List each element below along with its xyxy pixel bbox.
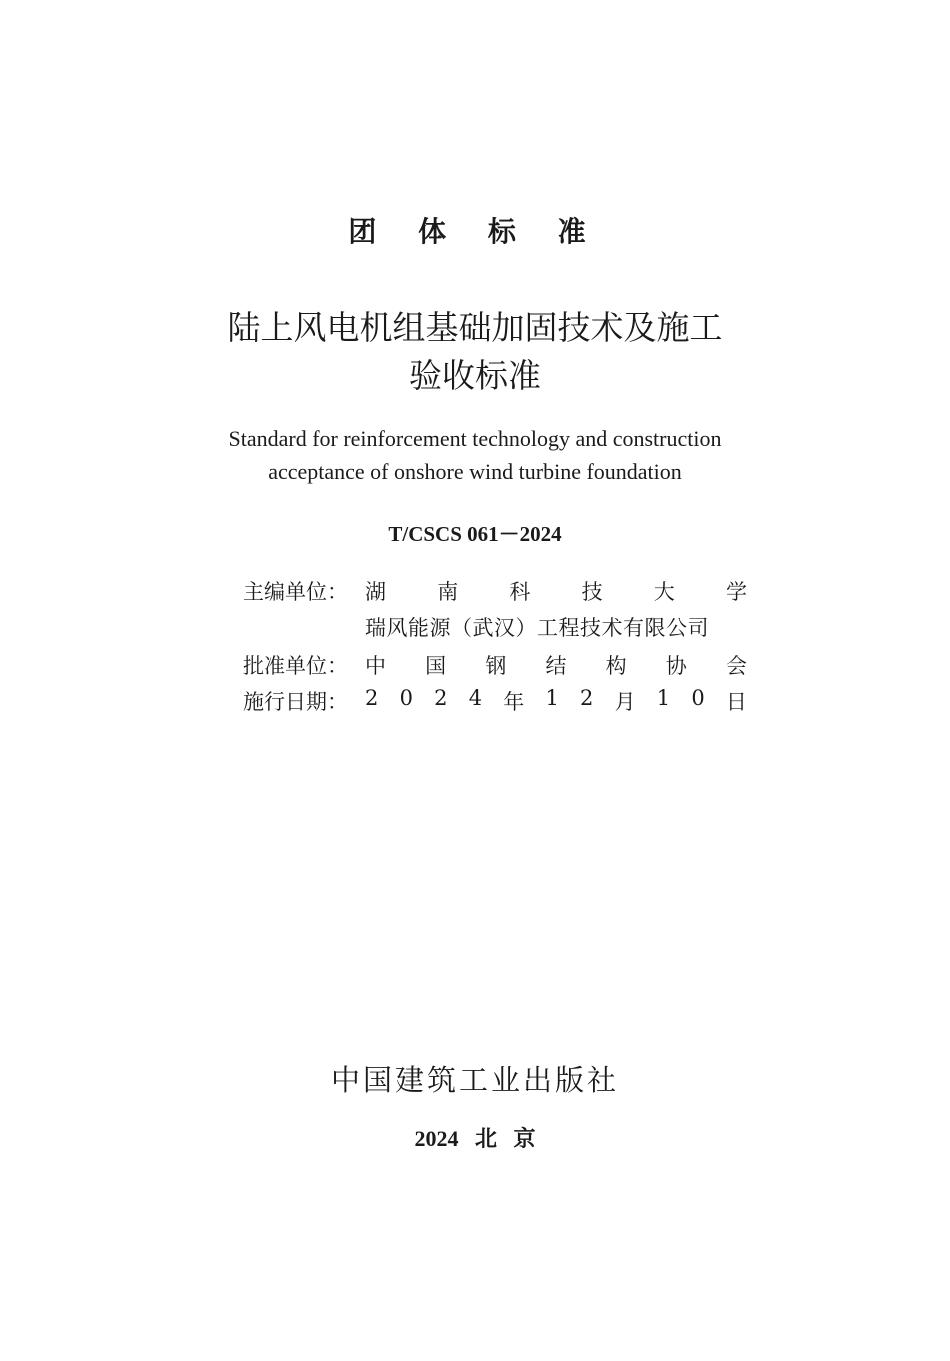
publisher: 中国建筑工业出版社 [330, 1063, 619, 1097]
date-char: 月 [614, 690, 636, 714]
title-line-1: 陆上风电机组基础加固技术及施工 [227, 308, 723, 347]
english-title-line-1: Standard for reinforcement technology and construction [228, 426, 722, 451]
approver-char: 会 [725, 654, 747, 678]
chief-editor-1-char: 技 [581, 580, 603, 604]
date-char: 4 [468, 686, 483, 710]
date-char: 0 [399, 686, 413, 710]
chief-editor-label: 主编单位： [243, 580, 348, 604]
date-char: 2 [434, 686, 448, 710]
chief-editor-1-char: 大 [653, 580, 675, 604]
approver-label: 批准单位： [243, 654, 348, 678]
title-line-2: 验收标准 [409, 356, 541, 395]
date-char: 2 [580, 686, 594, 710]
chief-editor-1-char: 南 [437, 580, 459, 604]
chief-editor-1 [365, 576, 747, 606]
date-char: 2 [365, 686, 379, 710]
date-char: 日 [725, 690, 747, 714]
standard-code: T/CSCS 061－2024 [388, 522, 562, 546]
chief-editor-2: 瑞风能源（武汉）工程技术有限公司 [365, 616, 709, 640]
date-char: 0 [691, 686, 705, 710]
approver-char: 钢 [485, 654, 507, 678]
date-char: 年 [503, 690, 525, 714]
effective-date-label: 施行日期： [243, 690, 348, 714]
effective-date [365, 686, 747, 716]
approver-char: 构 [605, 654, 627, 678]
standard-category: 团 体 标 准 [348, 215, 602, 248]
year-city: 2024 北 京 [414, 1126, 536, 1151]
approver-char: 国 [425, 654, 447, 678]
date-char: 1 [545, 686, 559, 710]
approver [365, 650, 747, 680]
chief-editor-1-char: 学 [725, 580, 747, 604]
approver-char: 中 [365, 654, 386, 678]
chief-editor-1-char: 科 [509, 580, 531, 604]
date-char: 1 [656, 686, 671, 710]
approver-char: 结 [545, 654, 567, 678]
approver-char: 协 [665, 654, 687, 678]
chief-editor-1-char: 湖 [365, 580, 386, 604]
english-title-line-2: acceptance of onshore wind turbine foundation [268, 459, 682, 484]
